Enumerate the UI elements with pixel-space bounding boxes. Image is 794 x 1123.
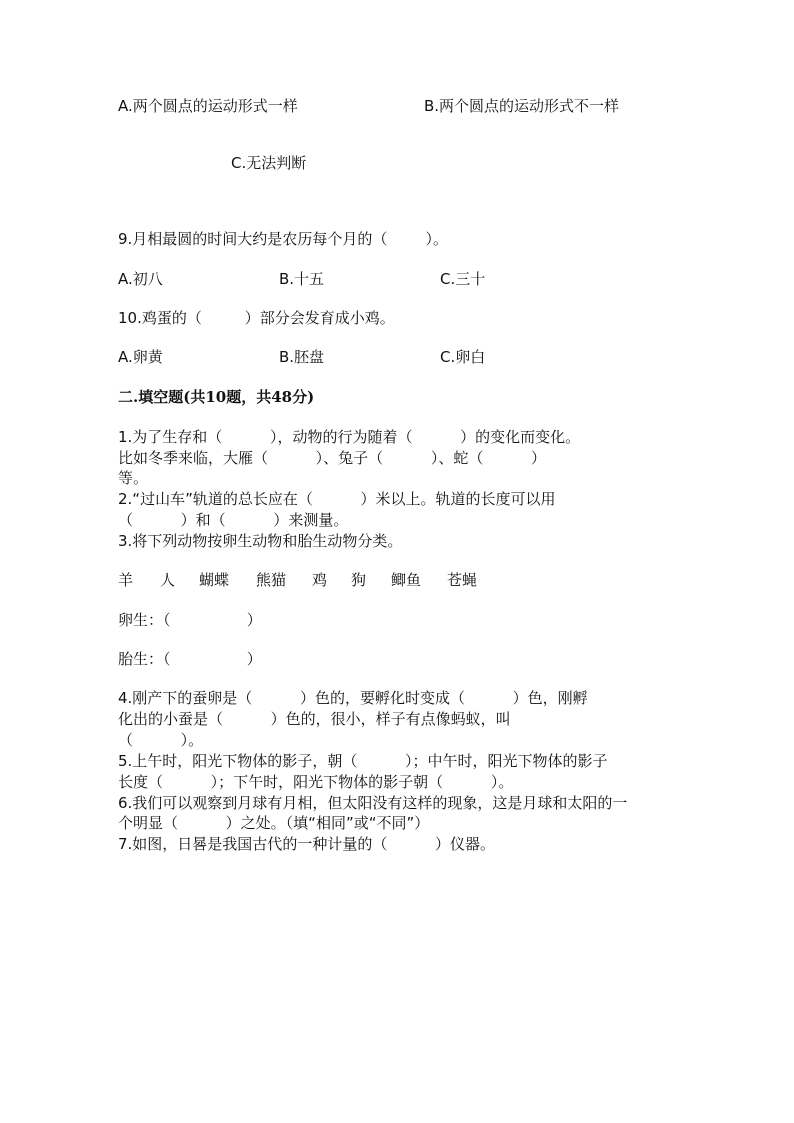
fill-5-line-1: 5.上午时，阳光下物体的影子，朝（ ）；中午时，阳光下物体的影子 xyxy=(118,752,608,770)
animal-item: 羊 xyxy=(118,571,134,589)
fill-1-line-3: 等。 xyxy=(118,469,149,487)
animal-item: 人 xyxy=(160,571,176,589)
animal-item: 苍蝇 xyxy=(447,571,478,589)
q10-question: 10.鸡蛋的（ ）部分会发育成小鸡。 xyxy=(118,309,395,327)
fill-4-line-3: （ ）。 xyxy=(118,731,204,749)
q10-option-b: B.胚盘 xyxy=(279,348,325,366)
animal-item: 蝴蝶 xyxy=(199,571,230,589)
fill-3-line-1: 3.将下列动物按卵生动物和胎生动物分类。 xyxy=(118,532,403,550)
fill-2-line-1: 2.“过山车”轨道的总长应在（ ）米以上。轨道的长度可以用 xyxy=(118,490,556,508)
animal-item: 鸡 xyxy=(312,571,328,589)
fill-6-line-1: 6.我们可以观察到月球有月相，但太阳没有这样的现象，这是月球和太阳的一 xyxy=(118,794,628,812)
fill-5-line-2: 长度（ ）；下午时，阳光下物体的影子朝（ ）。 xyxy=(118,773,514,791)
section-2-title: 二.填空题(共10题，共48分) xyxy=(118,388,315,406)
q9-question: 9.月相最圆的时间大约是农历每个月的（ ）。 xyxy=(118,230,448,248)
animal-item: 熊猫 xyxy=(256,571,287,589)
q8-option-b: B.两个圆点的运动形式不一样 xyxy=(424,97,620,115)
fill-4-line-2: 化出的小蚕是（ ）色的，很小，样子有点像蚂蚁，叫 xyxy=(118,710,511,728)
q8-option-a: A.两个圆点的运动形式一样 xyxy=(118,97,298,115)
oviparous-answer: 卵生：（ ） xyxy=(118,611,262,629)
viviparous-answer: 胎生：（ ） xyxy=(118,650,262,668)
fill-4-line-1: 4.刚产下的蚕卵是（ ）色的，要孵化时变成（ ）色，刚孵 xyxy=(118,689,588,707)
fill-1-line-2: 比如冬季来临，大雁（ ）、兔子（ ）、蛇（ ） xyxy=(118,449,547,467)
q9-option-b: B.十五 xyxy=(279,270,325,288)
q10-option-c: C.卵白 xyxy=(440,348,486,366)
fill-7-line-1: 7.如图，日晷是我国古代的一种计量的（ ）仪器。 xyxy=(118,835,495,853)
animal-item: 狗 xyxy=(351,571,367,589)
fill-1-line-1: 1.为了生存和（ ），动物的行为随着（ ）的变化而变化。 xyxy=(118,428,581,446)
q10-option-a: A.卵黄 xyxy=(118,348,163,366)
animal-item: 鲫鱼 xyxy=(391,571,422,589)
fill-2-line-2: （ ）和（ ）来测量。 xyxy=(118,511,349,529)
fill-6-line-2: 个明显（ ）之处。（填“相同”或“不同”） xyxy=(118,814,430,832)
q8-option-c: C.无法判断 xyxy=(231,154,307,172)
q9-option-c: C.三十 xyxy=(440,270,486,288)
q9-option-a: A.初八 xyxy=(118,270,163,288)
